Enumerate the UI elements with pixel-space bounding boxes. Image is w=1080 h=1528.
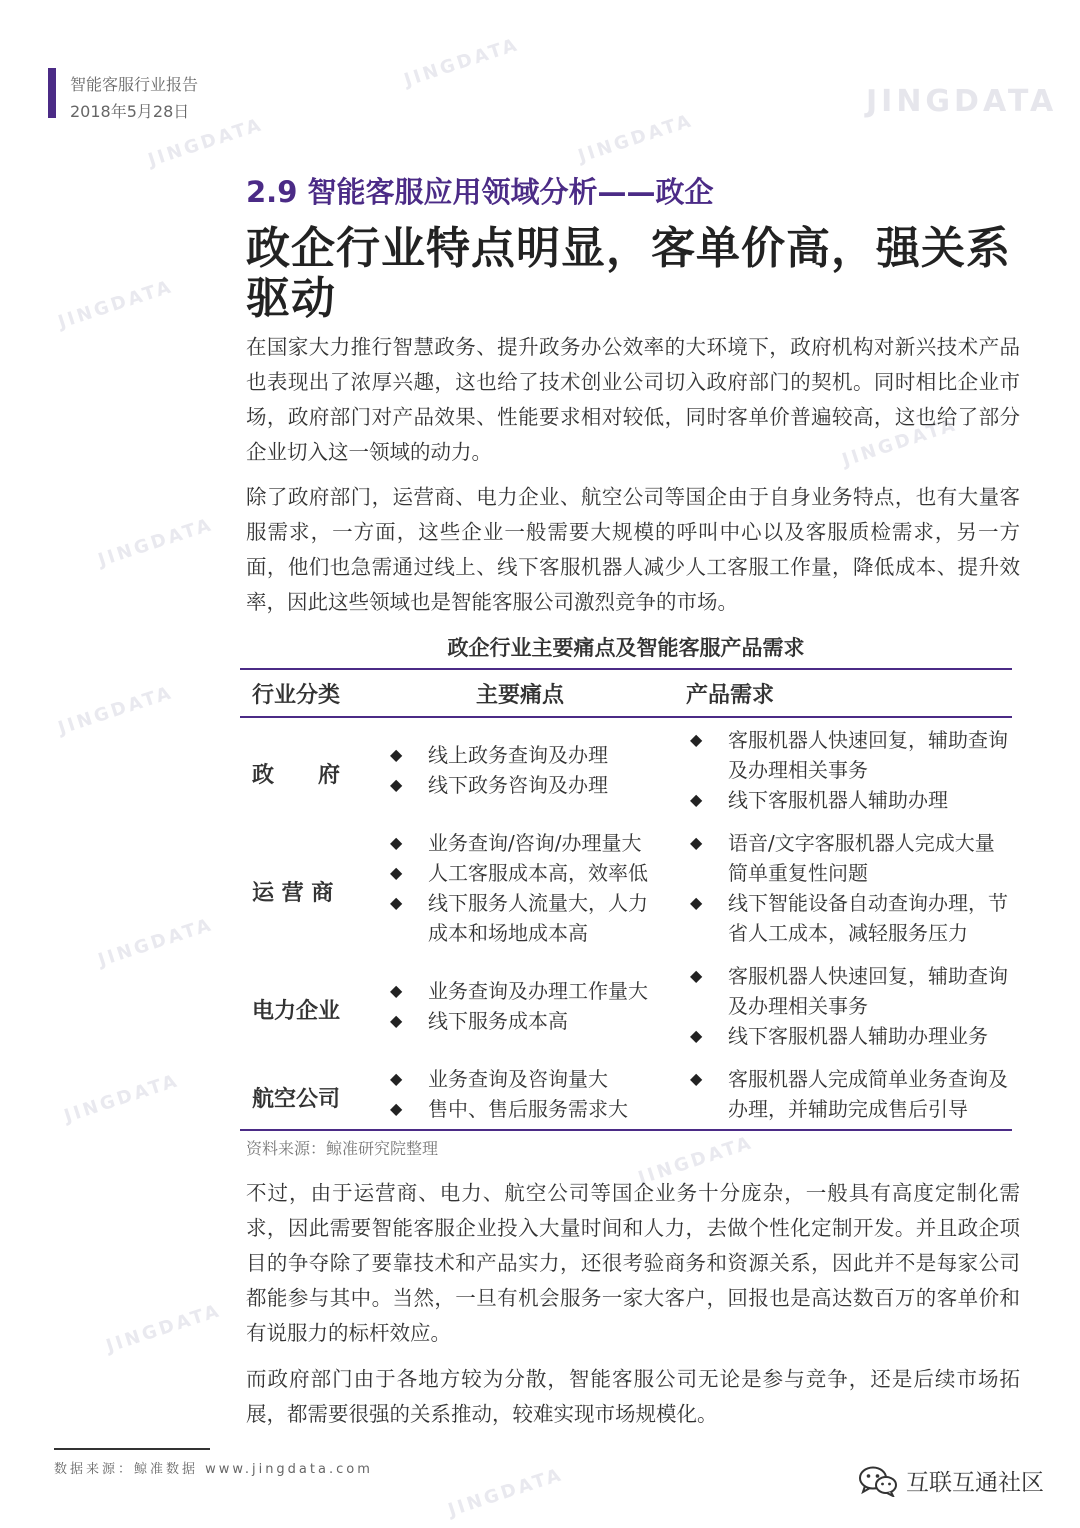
header-accent-bar: [48, 68, 56, 118]
section-title: 2.9 智能客服应用领域分析——政企: [246, 175, 714, 209]
table-row-pains: [390, 828, 665, 948]
table-source: 资料来源：鲸准研究院整理: [246, 1139, 439, 1158]
diamond-bullet-icon: ◆: [690, 1026, 703, 1045]
table-header-rule: [240, 716, 1012, 718]
wechat-icon: [858, 1465, 898, 1497]
report-title: 智能客服行业报告: [70, 75, 199, 94]
watermark-text: JINGDATA: [635, 1132, 756, 1189]
list-item: ◆ 线上政务查询及办理: [390, 740, 665, 770]
list-item: ◆ 线下客服机器人辅助办理业务: [690, 1021, 1010, 1051]
table-row-needs: [690, 828, 1010, 948]
list-item: ◆ 人工客服成本高，效率低: [390, 858, 665, 888]
report-date: 2018年5月28日: [70, 102, 190, 121]
watermark-text: JINGDATA: [839, 414, 960, 471]
diamond-bullet-icon: ◆: [690, 1069, 703, 1088]
table-row-category: 政 府: [252, 763, 341, 788]
table-row-pains: [390, 740, 665, 800]
list-item: ◆ 客服机器人快速回复，辅助查询及办理相关事务: [690, 961, 1010, 1021]
list-item: ◆ 线下服务人流量大，人力成本和场地成本高: [390, 888, 665, 948]
table-header-category: 行业分类: [252, 683, 341, 708]
diamond-bullet-icon: ◆: [690, 790, 703, 809]
table-row-category: 航空公司: [252, 1087, 341, 1112]
table-row-needs: [690, 961, 1010, 1051]
list-item: ◆ 售中、售后服务需求大: [390, 1094, 665, 1124]
table-bottom-rule: [240, 1129, 1012, 1131]
paragraph-2: 除了政府部门，运营商、电力企业、航空公司等国企由于自身业务特点，也有大量客服需求，一方面，这些企业一般需要大规模的呼叫中心以及客服质检需求，另一方面，他们也急需通过线上、线下客服机器人减少人工客服工作量，降低成本、提升效率，因此这些领域也是智能客服公司激烈竞争的市场。: [246, 485, 1020, 614]
table-row-needs: [690, 725, 1010, 815]
diamond-bullet-icon: ◆: [390, 745, 403, 764]
table-title: 政企行业主要痛点及智能客服产品需求: [447, 636, 805, 660]
table-header-need: 产品需求: [686, 683, 775, 708]
table-row-category: 运 营 商: [252, 881, 334, 906]
list-item: ◆ 客服机器人完成简单业务查询及办理，并辅助完成售后引导: [690, 1064, 1010, 1124]
paragraph-1: 在国家大力推行智慧政务、提升政务办公效率的大环境下，政府机构对新兴技术产品也表现出了浓厚兴趣，这也给了技术创业公司切入政府部门的契机。同时相比企业市场，政府部门对产品效果、性能要求相对较低，同时客单价普遍较高，这也给了部分企业切入这一领域的动力。: [246, 335, 1020, 464]
list-item: ◆ 业务查询/咨询/办理量大: [390, 828, 665, 858]
watermark-text: JINGDATA: [401, 34, 522, 91]
table-row-needs: [690, 1064, 1010, 1124]
watermark-text: JINGDATA: [61, 1070, 182, 1127]
community-watermark: [858, 1464, 1044, 1497]
watermark-text: JINGDATA: [445, 1464, 566, 1521]
watermark-text: JINGDATA: [95, 514, 216, 571]
table-row-pains: [390, 976, 665, 1036]
list-item: ◆ 线下服务成本高: [390, 1006, 665, 1036]
headline: 政企行业特点明显，客单价高，强关系驱动: [246, 223, 1011, 324]
paragraph-4: 而政府部门由于各地方较为分散，智能客服公司无论是参与竞争，还是后续市场拓展，都需要很强的关系推动，较难实现市场规模化。: [246, 1367, 1020, 1426]
list-item: ◆ 客服机器人快速回复，辅助查询及办理相关事务: [690, 725, 1010, 785]
diamond-bullet-icon: ◆: [390, 833, 403, 852]
diamond-bullet-icon: ◆: [390, 775, 403, 794]
diamond-bullet-icon: ◆: [690, 893, 703, 912]
diamond-bullet-icon: ◆: [390, 863, 403, 882]
list-item: ◆ 业务查询及办理工作量大: [390, 976, 665, 1006]
table-top-rule: [240, 668, 1012, 670]
paragraph-3: 不过，由于运营商、电力、航空公司等国企业务十分庞杂，一般具有高度定制化需求，因此需要智能客服企业投入大量时间和人力，去做个性化定制开发。并且政企项目的争夺除了要靠技术和产品实力，还很考验商务和资源关系，因此并不是每家公司都能参与其中。当然，一旦有机会服务一家大客户，回报也是高达数百万的客单价和有说服力的标杆效应。: [246, 1181, 1020, 1345]
table-row-category: 电力企业: [252, 999, 341, 1024]
diamond-bullet-icon: ◆: [390, 1011, 403, 1030]
table-header-pain: 主要痛点: [476, 683, 565, 708]
diamond-bullet-icon: ◆: [390, 1099, 403, 1118]
footer-source: 数据来源：鲸准数据 www.jingdata.com: [54, 1462, 373, 1477]
watermark-text: JINGDATA: [55, 682, 176, 739]
list-item: ◆ 线下客服机器人辅助办理: [690, 785, 1010, 815]
watermark-text: JINGDATA: [145, 114, 266, 171]
diamond-bullet-icon: ◆: [690, 730, 703, 749]
diamond-bullet-icon: ◆: [390, 1069, 403, 1088]
list-item: ◆ 业务查询及咨询量大: [390, 1064, 665, 1094]
watermark-logo-text: JINGDATA: [866, 84, 1058, 119]
list-item: ◆ 语音/文字客服机器人完成大量简单重复性问题: [690, 828, 1010, 888]
diamond-bullet-icon: ◆: [390, 981, 403, 1000]
diamond-bullet-icon: ◆: [690, 833, 703, 852]
watermark-text: JINGDATA: [55, 276, 176, 333]
footer-rule: [54, 1448, 210, 1450]
watermark-text: JINGDATA: [575, 110, 696, 167]
list-item: ◆ 线下智能设备自动查询办理，节省人工成本，减轻服务压力: [690, 888, 1010, 948]
watermark-text: JINGDATA: [103, 1300, 224, 1357]
diamond-bullet-icon: ◆: [390, 893, 403, 912]
community-name: 互联互通社区: [906, 1470, 1044, 1496]
list-item: ◆ 线下政务咨询及办理: [390, 770, 665, 800]
table-row-pains: [390, 1064, 665, 1124]
diamond-bullet-icon: ◆: [690, 966, 703, 985]
watermark-text: JINGDATA: [95, 914, 216, 971]
